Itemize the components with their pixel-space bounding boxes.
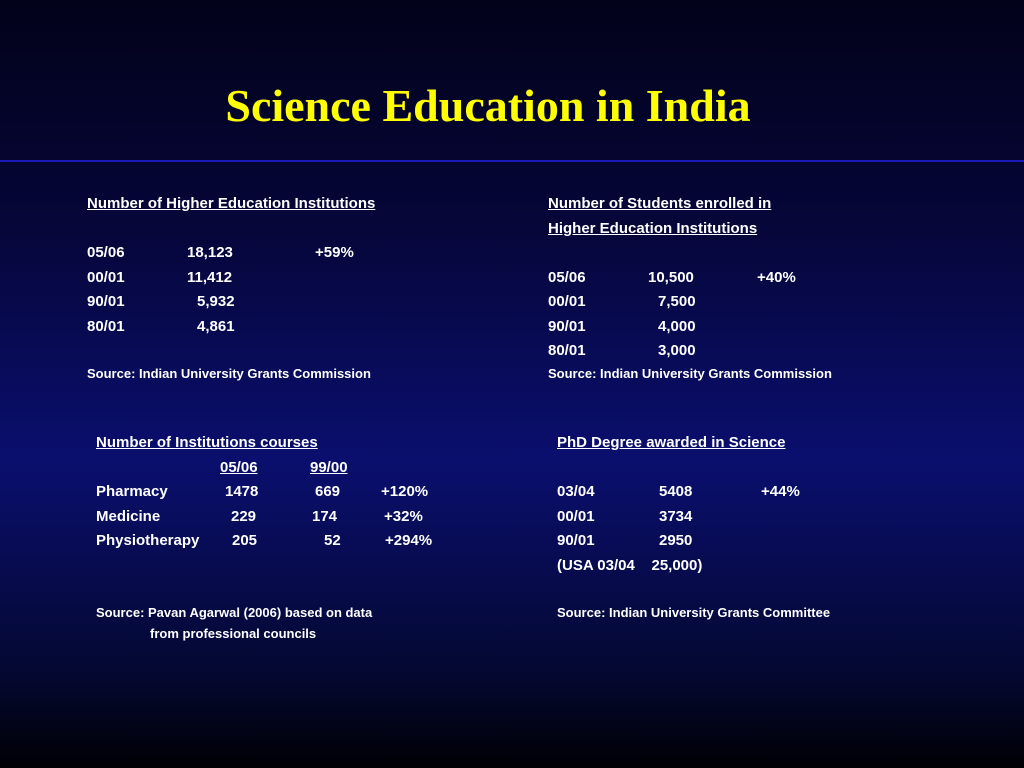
- row-year: 00/01: [548, 293, 586, 310]
- row-value: 229: [231, 508, 257, 525]
- row-course: Physiotherapy: [96, 532, 200, 549]
- row-count: 11,412: [187, 269, 233, 286]
- row-count: 4,000: [658, 318, 696, 335]
- slide-title: Science Education in India: [225, 80, 751, 131]
- row-year: 90/01: [87, 293, 125, 310]
- row-count: 3,000: [658, 342, 696, 359]
- row-growth: +32%: [384, 508, 423, 525]
- row-year: 90/01: [548, 318, 586, 335]
- section-heading: Higher Education Institutions: [548, 220, 758, 237]
- row-count: 2950: [659, 532, 693, 549]
- row-year: 80/01: [548, 342, 586, 359]
- source-note: from professional councils: [150, 626, 317, 641]
- row-count: 7,500: [658, 293, 696, 310]
- row-year: 03/04: [557, 483, 595, 500]
- row-growth: +294%: [385, 532, 433, 549]
- row-course: Medicine: [96, 508, 161, 525]
- section-heading: Number of Higher Education Institutions: [87, 195, 376, 212]
- section-heading: PhD Degree awarded in Science: [557, 434, 786, 451]
- row-growth: +59%: [315, 244, 354, 261]
- source-note: Source: Indian University Grants Commission: [548, 366, 832, 381]
- row-count: 18,123: [187, 244, 233, 261]
- source-note: Source: Pavan Agarwal (2006) based on data: [96, 605, 373, 620]
- source-note: Source: Indian University Grants Committee: [557, 605, 831, 620]
- row-year: 00/01: [87, 269, 125, 286]
- row-year: 00/01: [557, 508, 595, 525]
- title-divider: [0, 160, 1024, 162]
- row-value: 52: [324, 532, 341, 549]
- usa-comparison-note: (USA 03/04 25,000): [557, 557, 703, 574]
- column-header: 99/00: [310, 459, 348, 476]
- row-course: Pharmacy: [96, 483, 168, 500]
- row-count: 5408: [659, 483, 693, 500]
- row-count: 10,500: [648, 269, 694, 286]
- row-year: 80/01: [87, 318, 125, 335]
- row-year: 05/06: [87, 244, 125, 261]
- row-count: 5,932: [197, 293, 235, 310]
- row-value: 174: [312, 508, 338, 525]
- row-count: 3734: [659, 508, 693, 525]
- source-note: Source: Indian University Grants Commission: [87, 366, 371, 381]
- row-growth: +120%: [381, 483, 429, 500]
- section-heading: Number of Institutions courses: [96, 434, 318, 451]
- column-header: 05/06: [220, 459, 258, 476]
- row-growth: +44%: [761, 483, 800, 500]
- row-count: 4,861: [197, 318, 235, 335]
- row-value: 205: [232, 532, 258, 549]
- section-heading: Number of Students enrolled in: [548, 195, 772, 212]
- row-value: 669: [315, 483, 341, 500]
- row-year: 90/01: [557, 532, 595, 549]
- row-year: 05/06: [548, 269, 586, 286]
- row-value: 1478: [225, 483, 259, 500]
- row-growth: +40%: [757, 269, 796, 286]
